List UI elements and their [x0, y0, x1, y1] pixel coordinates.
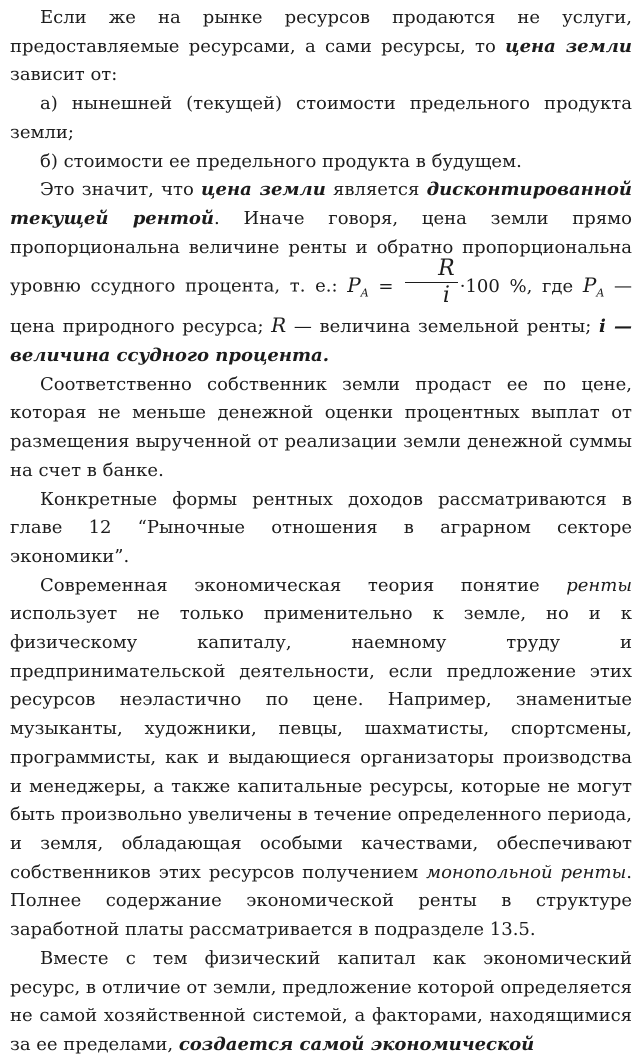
term-discounted-rent: дисконтированной текущей рентой — [10, 179, 632, 229]
term-rent: ренты — [566, 574, 632, 596]
formula-fraction: $\frac{R}{i}$ — [405, 258, 458, 307]
paragraph-physical-capital: Вместе с тем физический капитал как экономический ресурс, в отличие от земли, предложение которой определяется не самой хозяйственной системой, а факторами, находящимися за ее пределами, создается самой экономической — [10, 947, 632, 1055]
term-land-price: цена земли — [201, 179, 326, 201]
term-land-price: цена земли — [505, 35, 633, 57]
list-item-b: б) стоимости ее предельного продукта в будущем. — [40, 150, 522, 172]
paragraph-discounted-rent: Это значит, что цена земли является дисконтированной текущей рентой. Иначе говоря, цена земли прямо пропорциональна величине ренты и обратно пропорциональна уровню ссудного процента, т. е.: $P_A$ = $\frac{R}{i}$ ·100 %, где $P_A$ — цена природного ресурса; R — величина земельной ренты; i — величина ссудного процента. — [10, 179, 633, 367]
definition-loan-interest: i — величина ссудного процента. — [10, 316, 632, 367]
paragraph-modern-rent: Современная экономическая теория понятие ренты использует не только применительно к земле, но и к физическому капиталу, наемному труду и предпринимательской деятельности, если предложение этих ресурсов неэластично по цене. Например, знаменитые музыканты, художники, певцы, шахматисты, спортсмены, программисты, как и выдающиеся организаторы производства и менеджеры, а также капитальные ресурсы, которые не могут быть произвольно увеличены в течение определенного периода, и земля, обладающая особыми качествами, обеспечивают собственников этих ресурсов получением монопольной ренты. Полнее содержание экономической ренты в структуре заработной платы рассматривается в подразделе 13.5. — [10, 574, 632, 941]
paragraph-chapter-reference: Конкретные формы рентных доходов рассматриваются в главе 12 “Рыночные отношения в аграрном секторе экономики”. — [10, 488, 632, 567]
land-price-formula: $P_A$ = $\frac{R}{i}$ ·100 %, где $P_A$ — [347, 256, 605, 309]
list-item-a: а) нынешней (текущей) стоимости предельного продукта земли; — [10, 93, 632, 143]
term-created-by-economy: создается самой экономической — [178, 1033, 535, 1055]
term-monopoly-rent: монопольной ренты — [426, 861, 627, 883]
paragraph-owner-sale: Соответственно собственник земли продаст ее по цене, которая не меньше денежной оценки процентных выплат от размещения вырученной от реализации земли денежной суммы на счет в банке. — [10, 373, 632, 481]
paragraph-land-price: Если же на рынке ресурсов продаются не услуги, предоставляемые ресурсами, а сами ресурсы, то цена земли зависит от: — [10, 7, 633, 86]
